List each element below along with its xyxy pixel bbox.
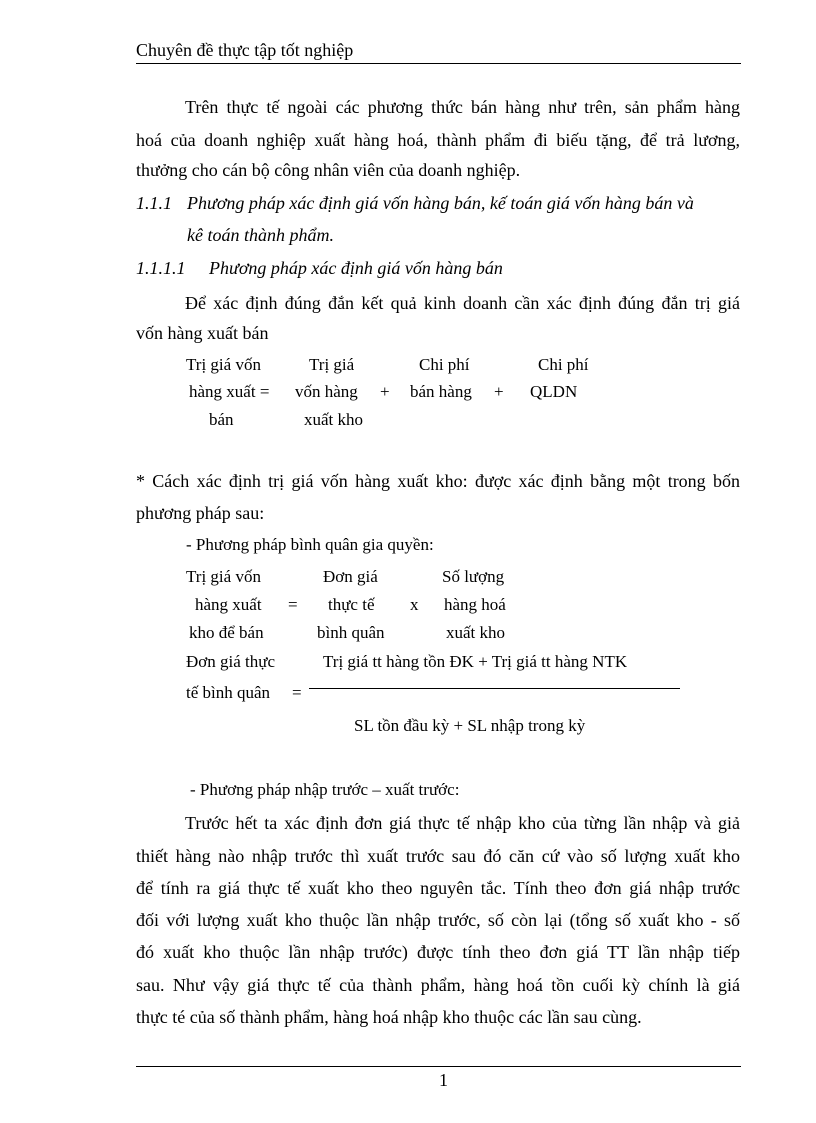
- formula3-fraction-bar: [309, 688, 680, 689]
- formula2-times: x: [410, 595, 419, 614]
- para3-line-3: để tính ra giá thực tế xuất kho theo nguyên tắc. Tính theo đơn giá nhập trước: [136, 878, 740, 898]
- para3-line-5: đó xuất kho thuộc lần nhập trước) được tính theo đơn giá TT lần nhập tiếp: [136, 942, 740, 962]
- formula1-term1-line3: bán: [209, 410, 234, 429]
- page-number: 1: [439, 1070, 448, 1090]
- para3-line-6: sau. Như vậy giá thực tế của thành phẩm, hàng hoá tồn cuối kỳ chính là giá: [136, 975, 740, 995]
- formula2-term1-line2: hàng xuất: [195, 595, 262, 614]
- para2-line-2: vốn hàng xuất bán: [136, 323, 269, 343]
- formula2-equals: =: [288, 595, 298, 614]
- formula1-term1-line1: Trị giá vốn: [186, 355, 261, 374]
- para3-line-2: thiết hàng nào nhập trước thì xuất trước sau đó căn cứ vào số lượng xuất kho: [136, 846, 740, 866]
- section-1-1-1-1-title: Phương pháp xác định giá vốn hàng bán: [209, 258, 503, 278]
- section-1-1-1-number: 1.1.1: [136, 193, 172, 213]
- method1-title: - Phương pháp bình quân gia quyền:: [186, 535, 434, 554]
- formula3-label-line2: tế bình quân: [186, 683, 271, 702]
- formula1-plus-1: +: [380, 382, 390, 401]
- formula2-term2-line1: Đơn giá: [323, 567, 378, 586]
- formula1-plus-2: +: [494, 382, 504, 401]
- formula1-term2-line1: Trị giá: [309, 355, 355, 374]
- formula2-term2-line3: bình quân: [317, 623, 385, 642]
- formula1-term2-line2: vốn hàng: [295, 382, 358, 401]
- formula2-term3-line3: xuất kho: [446, 623, 506, 642]
- formula1-term3-line2: bán hàng: [410, 382, 472, 401]
- section-1-1-1-title-line-2: kê toán thành phẩm.: [187, 225, 334, 245]
- formula2-term1-line3: kho để bán: [189, 623, 264, 642]
- para2-line-1: Để xác định đúng đắn kết quả kinh doanh cần xác định đúng đắn trị giá: [185, 293, 740, 313]
- method-intro-line-2: phương pháp sau:: [136, 503, 265, 523]
- header-title: Chuyên đề thực tập tốt nghiệp: [136, 40, 354, 60]
- intro-line-3: thưởng cho cán bộ công nhân viên của doanh nghiệp.: [136, 160, 521, 180]
- formula2-term3-line2: hàng hoá: [444, 595, 506, 614]
- method-intro-line-1: * Cách xác định trị giá vốn hàng xuất kho: được xác định bằng một trong bốn: [136, 471, 740, 491]
- formula3-equals: =: [292, 683, 302, 702]
- formula2-term2-line2: thực tế: [328, 595, 375, 614]
- formula1-term2-line3: xuất kho: [304, 410, 364, 429]
- header-rule: [136, 63, 741, 64]
- formula1-term3-line1: Chi phí: [419, 355, 470, 374]
- para3-line-1: Trước hết ta xác định đơn giá thực tế nhập kho của từng lần nhập và giả: [185, 813, 740, 833]
- intro-line-2: hoá của doanh nghiệp xuất hàng hoá, thành phẩm đi biếu tặng, để trả lương,: [136, 130, 740, 150]
- formula1-term4-line1: Chi phí: [538, 355, 589, 374]
- formula1-term4-line2: QLDN: [530, 382, 578, 401]
- footer-rule: [136, 1066, 741, 1067]
- formula3-denominator: SL tồn đầu kỳ + SL nhập trong kỳ: [354, 716, 586, 735]
- section-1-1-1-1-number: 1.1.1.1: [136, 258, 186, 278]
- formula1-term1-line2: hàng xuất =: [189, 382, 270, 401]
- section-1-1-1-title-line-1: Phương pháp xác định giá vốn hàng bán, kế toán giá vốn hàng bán và: [187, 193, 694, 213]
- para3-line-4: đối với lượng xuất kho thuộc lần nhập trước, số còn lại (tổng số xuất kho - số: [136, 910, 740, 930]
- intro-line-1: Trên thực tế ngoài các phương thức bán hàng như trên, sản phẩm hàng: [185, 97, 740, 117]
- formula3-label-line1: Đơn giá thực: [186, 652, 276, 671]
- formula3-numerator: Trị giá tt hàng tồn ĐK + Trị giá tt hàng NTK: [323, 652, 628, 671]
- method2-title: - Phương pháp nhập trước – xuất trước:: [190, 780, 460, 799]
- formula2-term1-line1: Trị giá vốn: [186, 567, 261, 586]
- para3-line-7: thực té của số thành phẩm, hàng hoá nhập kho thuộc các lần sau cùng.: [136, 1007, 642, 1027]
- formula2-term3-line1: Số lượng: [442, 567, 505, 586]
